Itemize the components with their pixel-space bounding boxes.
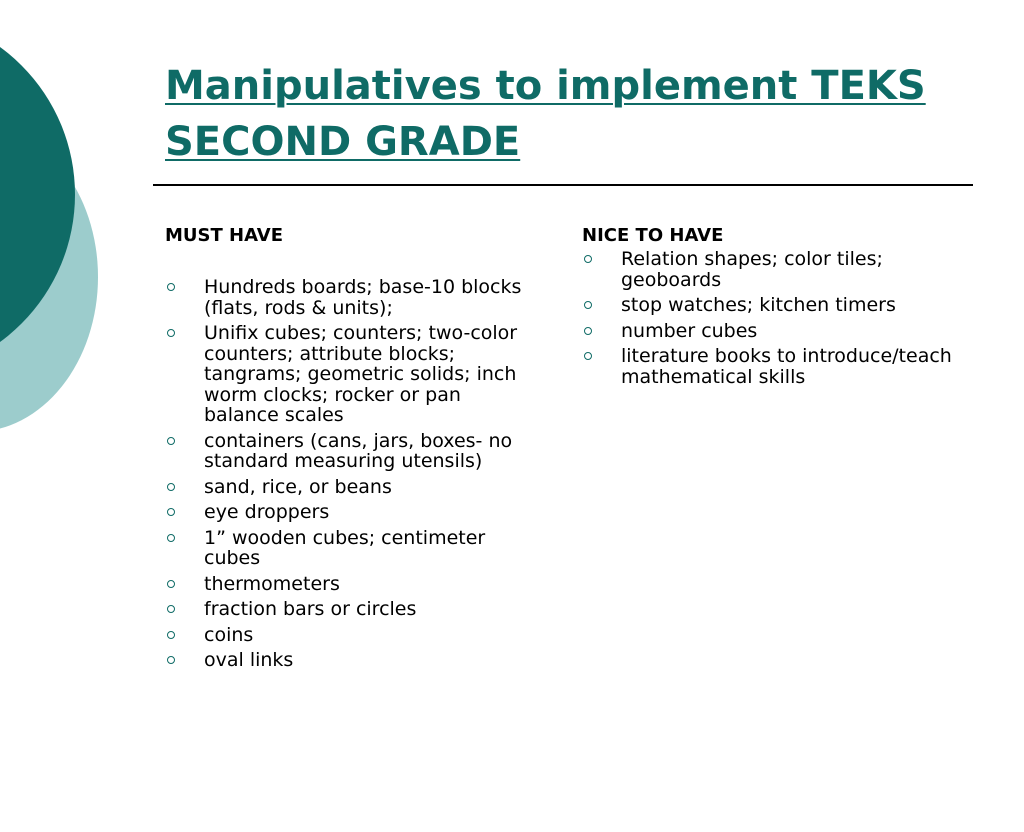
list-item — [582, 346, 962, 387]
nice-to-have-list — [582, 249, 962, 387]
list-item-text: fraction bars or circles — [204, 598, 417, 620]
list-item-text: Hundreds boards; base-10 blocks (flats, rods & units); — [204, 276, 522, 319]
list-item — [165, 528, 535, 569]
list-item-text: 1” wooden cubes; centimeter cubes — [204, 526, 486, 569]
bullet-icon — [584, 301, 592, 309]
list-item — [165, 599, 535, 620]
list-item — [165, 625, 535, 646]
nice-to-have-heading: NICE TO HAVE — [582, 225, 724, 246]
list-item-text: eye droppers — [204, 501, 330, 523]
list-item — [165, 502, 535, 523]
list-item-text: literature books to introduce/teach mathematical skills — [621, 345, 952, 388]
list-item — [582, 249, 962, 290]
list-item-text: sand, rice, or beans — [204, 475, 392, 498]
list-item-text: oval links — [204, 649, 294, 671]
bullet-icon — [167, 483, 175, 491]
list-item — [165, 431, 535, 472]
title-divider — [153, 184, 973, 186]
bullet-icon — [167, 631, 175, 639]
list-item — [165, 574, 535, 595]
list-item — [582, 321, 962, 342]
list-item-text: stop watches; kitchen timers — [621, 294, 896, 316]
list-item-text: coins — [204, 623, 254, 646]
bullet-icon — [167, 283, 175, 291]
list-item-text: containers (cans, jars, boxes- no standard measuring utensils) — [204, 429, 513, 472]
bullet-icon — [167, 656, 175, 664]
bullet-icon — [584, 352, 592, 360]
nice-to-have-column — [582, 225, 962, 392]
must-have-list — [165, 277, 535, 671]
title-line-2: SECOND GRADE — [165, 119, 521, 165]
list-item-text: Relation shapes; color tiles; geoboards — [621, 248, 883, 291]
list-item — [165, 277, 535, 318]
title-line-1: Manipulatives to implement TEKS — [165, 63, 926, 109]
list-item-text: Unifix cubes; counters; two-color counters; attribute blocks; tangrams; geometric solids; inch worm clocks; rocker or pan balance scales — [204, 322, 518, 426]
must-have-heading: MUST HAVE — [165, 225, 284, 246]
bullet-icon — [584, 255, 592, 263]
bullet-icon — [167, 329, 175, 337]
list-item — [582, 295, 962, 316]
bullet-icon — [167, 580, 175, 588]
slide-title — [165, 58, 965, 170]
bullet-icon — [167, 605, 175, 613]
list-item — [165, 650, 535, 671]
list-item — [165, 323, 535, 426]
bullet-icon — [167, 534, 175, 542]
bullet-icon — [584, 327, 592, 335]
bullet-icon — [167, 437, 175, 445]
bullet-icon — [167, 508, 175, 516]
list-item-text: number cubes — [621, 319, 758, 342]
must-have-column — [165, 225, 535, 676]
list-item-text: thermometers — [204, 572, 340, 595]
list-item — [165, 477, 535, 498]
